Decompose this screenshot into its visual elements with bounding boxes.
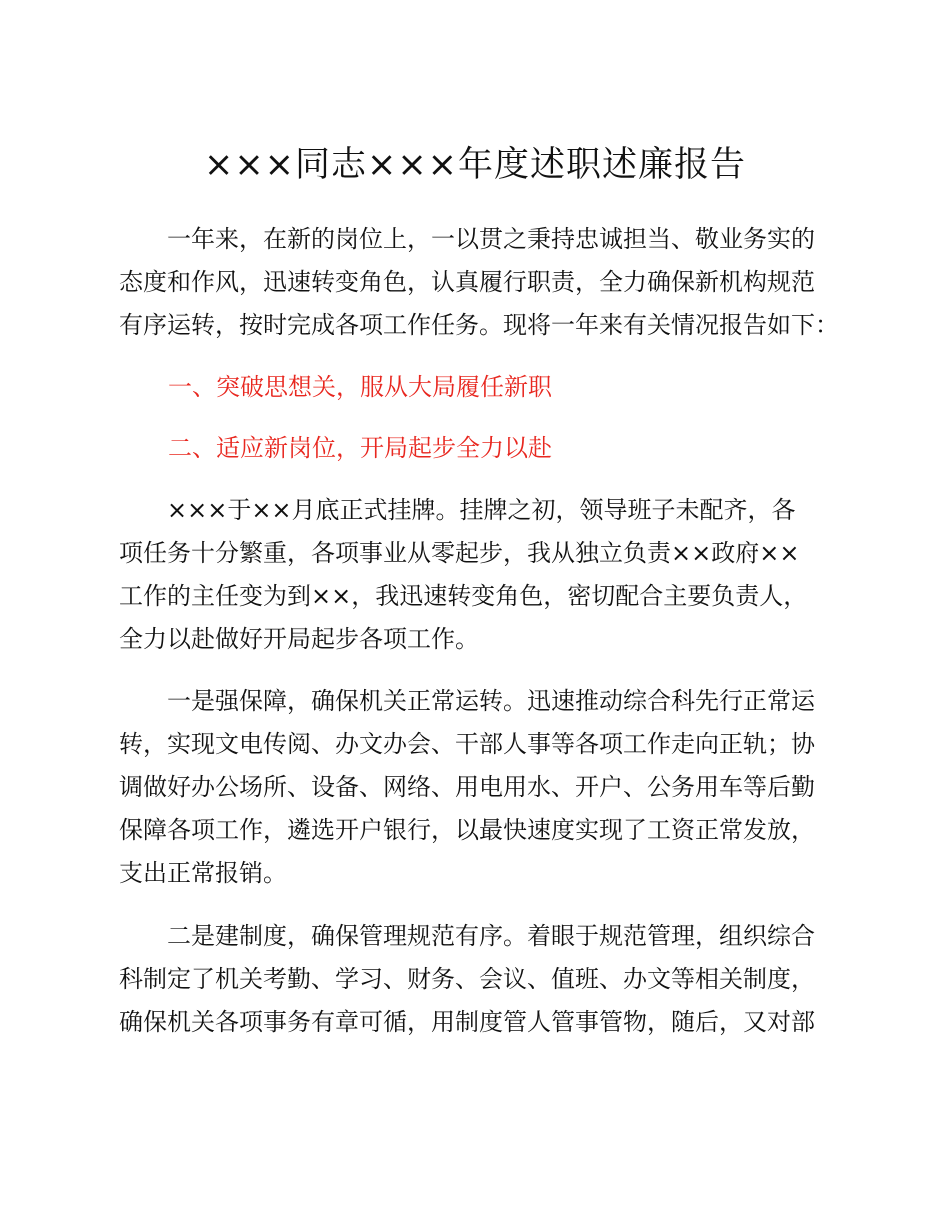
paragraph-line: 保障各项工作，遴选开户银行，以最快速度实现了工资正常发放， xyxy=(119,816,815,844)
paragraph-line: 项任务十分繁重，各项事业从零起步，我从独立负责××政府×× xyxy=(119,539,800,567)
paragraph-line: 支出正常报销。 xyxy=(119,859,287,887)
intro-paragraph xyxy=(119,218,843,347)
guarantee-paragraph xyxy=(119,680,843,895)
paragraph-line: 调做好办公场所、设备、网络、用电用水、开户、公务用车等后勤 xyxy=(119,773,815,801)
paragraph-line: 一是强保障，确保机关正常运转。迅速推动综合科先行正常运 xyxy=(119,687,815,715)
paragraph-line: 全力以赴做好开局起步各项工作。 xyxy=(119,625,479,653)
system-paragraph xyxy=(119,915,843,1044)
paragraph-line: 有序运转，按时完成各项工作任务。现将一年来有关情况报告如下： xyxy=(119,311,839,339)
paragraph-line: ×××于××月底正式挂牌。挂牌之初，领导班子未配齐，各 xyxy=(119,496,796,524)
section-heading-2: 二、适应新岗位，开局起步全力以赴 xyxy=(168,434,552,462)
paragraph-line: 科制定了机关考勤、学习、财务、会议、值班、办文等相关制度， xyxy=(119,965,815,993)
paragraph-line: 转，实现文电传阅、办文办会、干部人事等各项工作走向正轨；协 xyxy=(119,730,815,758)
paragraph-line: 工作的主任变为到××，我迅速转变角色，密切配合主要负责人， xyxy=(119,582,808,610)
section-heading-1: 一、突破思想关，服从大局履任新职 xyxy=(168,373,552,401)
paragraph-line: 二是建制度，确保管理规范有序。着眼于规范管理，组织综合 xyxy=(119,922,815,950)
start-paragraph xyxy=(119,489,843,661)
document-title: ×××同志×××年度述职述廉报告 xyxy=(204,145,746,185)
paragraph-line: 确保机关各项事务有章可循，用制度管人管事管物，随后，又对部 xyxy=(119,1008,815,1036)
paragraph-line: 态度和作风，迅速转变角色，认真履行职责，全力确保新机构规范 xyxy=(119,268,815,296)
paragraph-line: 一年来，在新的岗位上，一以贯之秉持忠诚担当、敬业务实的 xyxy=(119,225,815,253)
